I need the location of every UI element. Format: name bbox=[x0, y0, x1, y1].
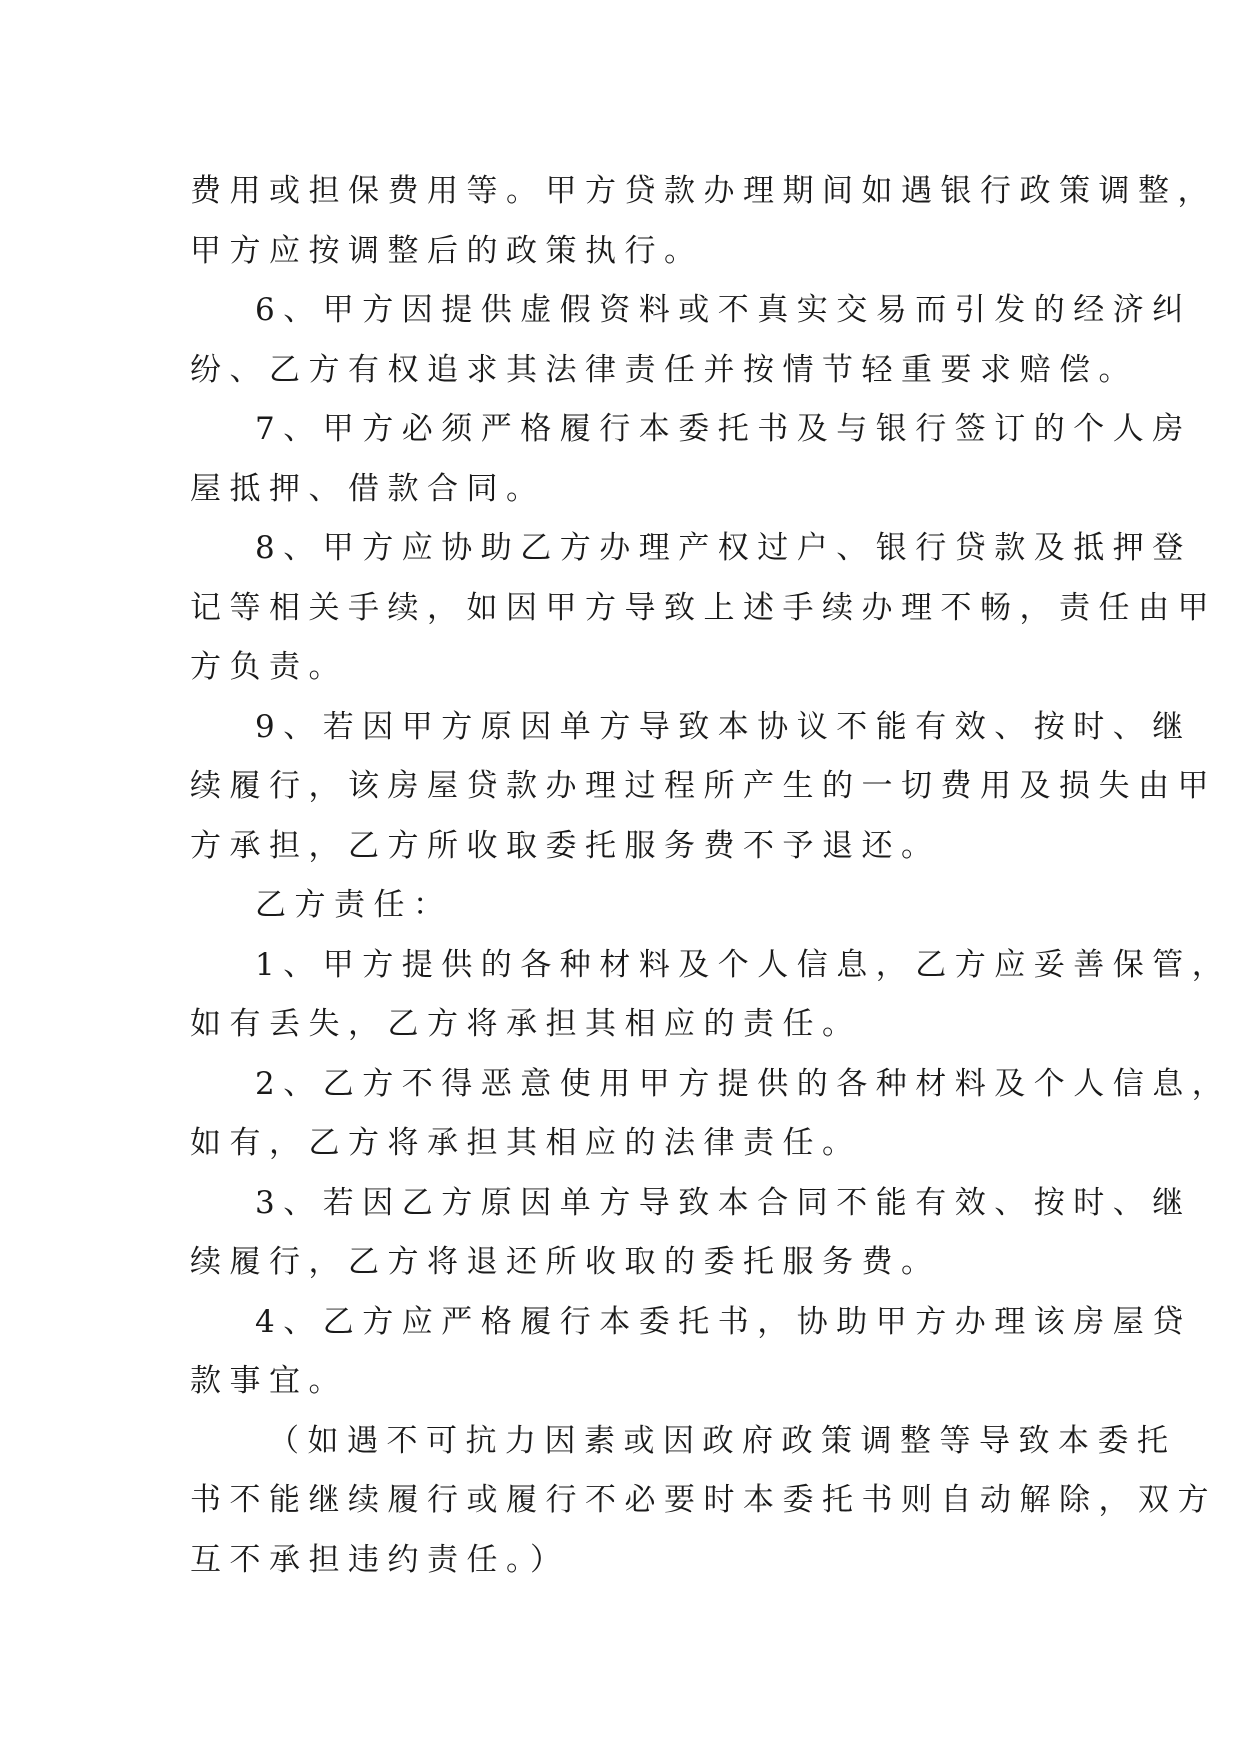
text-line: 屋抵押、借款合同。 bbox=[190, 470, 546, 507]
text-line: 续履行，该房屋贷款办理过程所产生的一切费用及损失由甲 bbox=[190, 768, 1217, 804]
text-line: （如遇不可抗力因素或因政府政策调整等导致本委托 bbox=[268, 1422, 1177, 1459]
text-line: 6、甲方因提供虚假资料或不真实交易而引发的经济纠 bbox=[255, 292, 1192, 328]
text-line: 8、甲方应协助乙方办理产权过户、银行贷款及抵押登 bbox=[255, 530, 1192, 566]
clause-party-b-4 bbox=[190, 1293, 1192, 1412]
text-line: 书不能继续履行或履行不必要时本委托书则自动解除，双方 bbox=[190, 1482, 1217, 1518]
text-line: 纷、乙方有权追求其法律责任并按情节轻重要求赔偿。 bbox=[190, 351, 1138, 388]
section-heading: 乙方责任： bbox=[255, 887, 453, 923]
text-line: 2、乙方不得恶意使用甲方提供的各种材料及个人信息， bbox=[255, 1065, 1232, 1102]
clause-party-a-9 bbox=[190, 698, 1217, 877]
clause-party-a-8 bbox=[190, 519, 1217, 698]
text-line: 方承担，乙方所收取委托服务费不予退还。 bbox=[190, 827, 941, 864]
text-line: 款事宜。 bbox=[190, 1363, 348, 1399]
text-line: 方负责。 bbox=[190, 649, 348, 685]
text-line: 7、甲方必须严格履行本委托书及与银行签订的个人房 bbox=[255, 411, 1192, 447]
document-body bbox=[190, 162, 1232, 1590]
text-line: 4、乙方应严格履行本委托书，协助甲方办理该房屋贷 bbox=[255, 1303, 1192, 1340]
text-line: 费用或担保费用等。甲方贷款办理期间如遇银行政策调整， bbox=[190, 173, 1217, 209]
text-line: 续履行，乙方将退还所收取的委托服务费。 bbox=[190, 1244, 941, 1280]
text-line: 9、若因甲方原因单方导致本协议不能有效、按时、继 bbox=[255, 708, 1192, 745]
clause-party-b-2 bbox=[190, 1055, 1232, 1174]
text-line: 互不承担违约责任。） bbox=[190, 1541, 570, 1578]
text-line: 1、甲方提供的各种材料及个人信息，乙方应妥善保管， bbox=[255, 946, 1232, 983]
clause-party-a-7 bbox=[190, 400, 1192, 519]
note-force-majeure bbox=[190, 1412, 1217, 1591]
paragraph-continuation bbox=[190, 162, 1217, 281]
clause-party-a-6 bbox=[190, 281, 1192, 400]
heading-party-b-responsibilities bbox=[190, 876, 1070, 936]
text-line: 甲方应按调整后的政策执行。 bbox=[190, 232, 704, 269]
text-line: 如有丢失，乙方将承担其相应的责任。 bbox=[190, 1006, 862, 1042]
text-line: 如有，乙方将承担其相应的法律责任。 bbox=[190, 1125, 862, 1161]
text-line: 3、若因乙方原因单方导致本合同不能有效、按时、继 bbox=[255, 1184, 1192, 1221]
text-line: 记等相关手续，如因甲方导致上述手续办理不畅，责任由甲 bbox=[190, 589, 1217, 626]
clause-party-b-3 bbox=[190, 1174, 1192, 1293]
clause-party-b-1 bbox=[190, 936, 1232, 1055]
